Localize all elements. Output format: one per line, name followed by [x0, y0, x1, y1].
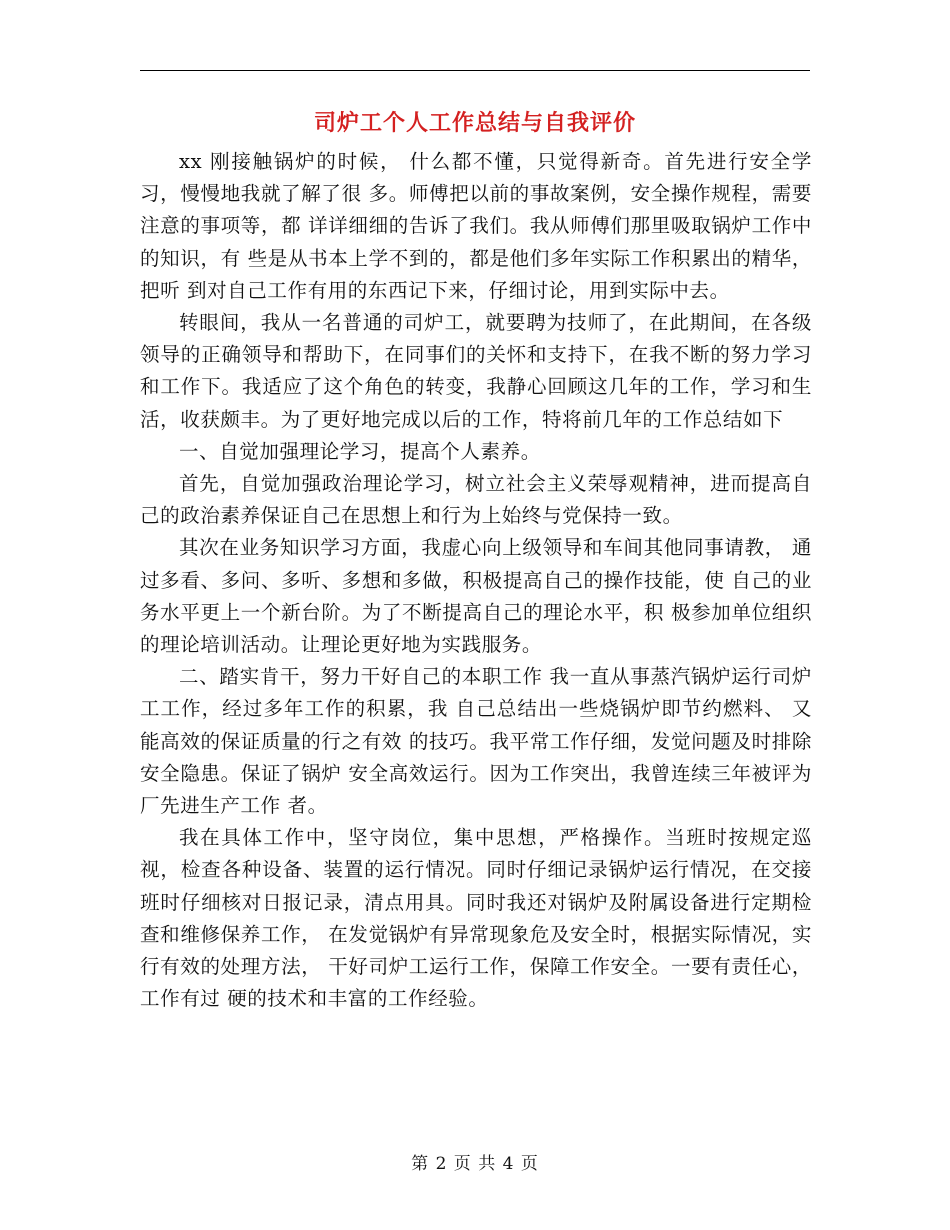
paragraph-promotion: 转眼间，我从一名普通的司炉工，就要聘为技师了，在此期间，在各级领导的正确领导和帮助下，在同事们的关怀和支持下，在我不断的努力学习和工作下。我适应了这个角色的转变，我静心回顾这几年的工作，学习和生活，收获颇丰。为了更好地完成以后的工作，特将前几年的工作总结如下 [140, 311, 812, 431]
paragraph-daily-duties: 我在具体工作中，坚守岗位，集中思想，严格操作。当班时按规定巡视，检查各种设备、装置的运行情况。同时仔细记录锅炉运行情况，在交接班时仔细核对日报记录，清点用具。同时我还对锅炉及附属设备进行定期检查和维修保养工作， 在发觉锅炉有异常现象危及安全时，根据实际情况，实行有效的处理方法， 干好司炉工运行工作，保障工作安全。一要有责任心，工作有过 硬的技术和丰富的工作经验。 [140, 826, 812, 1011]
section-heading-theory-study: 一、自觉加强理论学习，提高个人素养。 [179, 439, 541, 463]
header-rule [140, 70, 810, 71]
document-title: 司炉工个人工作总结与自我评价 [313, 111, 636, 136]
paragraph-professional-study: 其次在业务知识学习方面，我虚心向上级领导和车间其他同事请教， 通过多看、多问、多听、多想和多做，积极提高自己的操作技能，使 自己的业务水平更上一个新台阶。为了不断提高自己的理论水平，积 极参加单位组织的理论培训活动。让理论更好地为实践服务。 [140, 536, 812, 657]
document-body [140, 146, 812, 1015]
page-number-footer: 第 2 页 共 4 页 [411, 1154, 539, 1174]
paragraph-intro: xx 刚接触锅炉的时候， 什么都不懂，只觉得新奇。首先进行安全学习，慢慢地我就了解了很 多。师傅把以前的事故案例，安全操作规程，需要注意的事项等，都 详详细细的告诉了我们。我从师傅们那里吸取锅炉工作中的知识，有 些是从书本上学不到的，都是他们多年实际工作积累出的精华，把听 到对自己工作有用的东西记下来，仔细讨论，用到实际中去。 [140, 150, 812, 302]
paragraph-political-study: 首先，自觉加强政治理论学习，树立社会主义荣辱观精神，进而提高自己的政治素养保证自己在思想上和行为上始终与党保持一致。 [140, 472, 812, 528]
paragraph-diligent-work: 二、踏实肯干，努力干好自己的本职工作 我一直从事蒸汽锅炉运行司炉工工作，经过多年工作的积累，我 自己总结出一些烧锅炉即节约燃料、 又能高效的保证质量的行之有效 的技巧。我平常工作仔细，发觉问题及时排除安全隐患。保证了锅炉 安全高效运行。因为工作突出，我曾连续三年被评为厂先进生产工作 者。 [140, 665, 812, 818]
